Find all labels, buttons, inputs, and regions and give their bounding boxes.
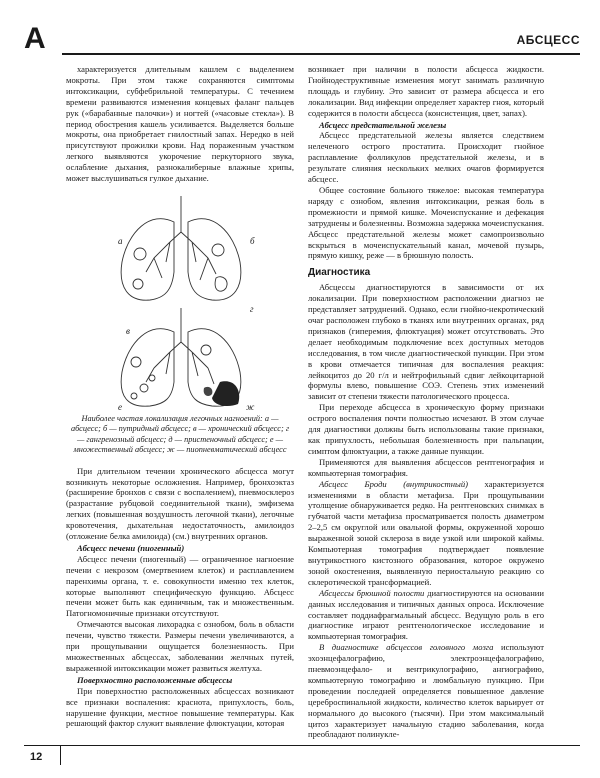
right-column xyxy=(308,64,544,740)
paragraph-lead: Абсцесс Броди (внутрикостный) xyxy=(319,478,468,489)
figure-label-e: е xyxy=(118,401,122,412)
figure-label-v: в xyxy=(126,325,130,336)
paragraph-body: диагностируются на основании данных исследования и типичных данных опроса. Исключение составляет поддиафрагмальный абсцесс. Ведущую роль в его диагностике играют рентгенологическое исследование и компьютерная томография. xyxy=(308,587,545,642)
section-heading: Диагностика xyxy=(308,267,371,279)
paragraph: При переходе абсцесса в хроническую форму признаки острого воспаления почти полностью исчезают. В этом случае для диагностики должны быть использованы такие признаки, как припухлость, небольшая болезненность при пальпации, симптом флюктуации, а также данные пункции. xyxy=(308,402,544,456)
paragraph-lead: Абсцессы брюшной полости xyxy=(319,587,425,598)
paragraph: При длительном течении хронического абсцесса могут возникнуть некоторые осложнения. Например, бронхоэктаз (расширение бронхов с связи с воспалением), пневмосклероз (разрастание рубцовой соединительной ткани), эмфизема легких (повышенная воздушность легочной ткани), легочные кровотечения, дыхательная недостаточность, амилоидоз (отложение белка амилоида) (см.) внутренних органов. xyxy=(66,465,294,542)
paragraph: Абсцесс предстательной железы является следствием нелеченого острого простатита. Происходит гнойное расплавление фолликулов предстательной железы, и в результате слияния нескольких мелких очагов формируется абсцесс. xyxy=(308,130,544,185)
paragraph: Применяются для выявления абсцессов рентгенография и компьютерная томография. xyxy=(308,456,544,478)
figure-label-a: а xyxy=(118,235,123,246)
paragraph: характеризуется длительным кашлем с выделением мокроты. При этом также сохраняются симптомы интоксикации, субфебрильной температуры. С течением времени развиваются изменения концевых фаланг пальцев рук («барабанные палочки») и ногтей («часовые стекла»). В период обострения кашель усиливается. Выделяется больше мокроты, она приобретает гнилостный запах. Нередко в ней присутствуют прожилки крови. Над пораженным участком легкого выявляются укорочение перкуторного звука, ослабление дыхания, разнокалиберные влажные хрипы, может выслушиваться гулкое дыхание. xyxy=(66,64,294,184)
figure-label-g: г xyxy=(250,303,254,314)
subheading: Абсцесс печени (пиогенный) xyxy=(77,542,185,553)
section-letter: А xyxy=(24,22,46,55)
header-rule xyxy=(62,53,580,55)
paragraph: Абсцессы диагностируются в зависимости от их локализации. При поверхностном расположении диагноз не представляет затруднений. Однако, если гнойно-некротический очаг расположен глубоко в тканях или внутренних органах, ряд признаков (гиперемия, флюктуация) может отсутствовать. Это делает необходимым подключение всех доступных методов исследования, в том числе диагностической пункции. При этом в крови отмечается типичная для воспаления реакция: лейкоцитоз до 20 г/л и нейтрофильный сдвиг лейкоцитарной формулы влево, повышение СОЭ. Степень этих изменений зависит от степени тяжести патологического процесса. xyxy=(308,282,544,402)
paragraph: Абсцесс печени (пиогенный) — ограниченное нагноение печени с некрозом (омертвением клеток) и расплавлением паренхимы органа, т. е. совокупности именно тех клеток, которые выполняют специфическую функцию. Абсцесс печени может быть как единичным, так и множественным. Патогномоничные признаки отсутствуют. xyxy=(66,553,294,619)
paragraph xyxy=(308,588,544,643)
paragraph-body: используют эхоэнцефалографию, электроэнцефалографию, пневмоэнцефало- и вентрикулографию, ангиографию, компьютерную томографию и люмбальную пункцию. При проведении последней определяется повышенное давление цереброспинальной жидкости, количество клеток варьирует от нормального до высокого (тысячи). При этом максимальный цитоз характеризует начальную стадию заболевания, когда преобладают полинукле- xyxy=(308,642,544,740)
page-header xyxy=(24,22,580,57)
paragraph-body: характеризуется изменениями в области метафиза. При прощупывании утолщение обнаруживается редко. На рентгеновских снимках в губчатой части метафиза просматривается полость диаметром 2–2,5 см округлой или овальной формы, окруженной хорошо выраженной зоной склероза в виде узкой или широкой каймы. Компьютерная томография подтверждает появление внутрикостного кистозного образования, которое окружено зоной окостенения, выявленную периостальную реакцию со склеротической трансформацией. xyxy=(308,478,544,587)
paragraph: Общее состояние больного тяжелое: высокая температура наряду с ознобом, явления интоксикации, резкая боль в промежности и прямой кишке. Мочеиспускание и дефекация затруднены и болезненны. Возможна задержка мочеиспускания. Абсцесс предстательной железы может самопроизвольно вскрыться в мочеиспускательный канал, мочевой пузырь, прямую кишку, реже — в брюшную полость. xyxy=(308,184,544,261)
subheading: Поверхностно расположенные абсцессы xyxy=(77,674,233,685)
figure-label-zh: ж xyxy=(246,401,255,412)
lung-illustration xyxy=(110,192,252,410)
paragraph xyxy=(308,642,544,740)
page-number: 12 xyxy=(30,751,43,763)
footer-rule xyxy=(24,745,580,746)
lung-abscess-figure xyxy=(66,192,294,410)
paragraph: Отмечаются высокая лихорадка с ознобом, боль в области печени, чувство тяжести. Размеры печени увеличиваются, а при прощупывании ощущается болезненность. При множественных абсцессах, заболевании желчных путей, выраженной интоксикации может развиться желтуха. xyxy=(66,619,294,673)
left-column xyxy=(66,64,294,729)
subheading: Абсцесс предстательной железы xyxy=(319,119,447,130)
paragraph: При поверхностно расположенных абсцессах возникают все признаки воспаления: краснота, припухлость, боль, нарушение функции, местное повышение температуры. Как решающий фактор служит выявление флюктуации, которая xyxy=(66,685,294,729)
figure-label-b: б xyxy=(250,235,255,246)
paragraph-lead: В диагностике абсцессов головного мозга xyxy=(319,642,494,653)
paragraph xyxy=(308,479,544,588)
paragraph: возникает при наличии в полости абсцесса жидкости. Гнойнодеструктивные изменения могут занимать различную площадь и глубину. Это зависит от размера абсцесса и его локализации. Вид инфекции определяет характер гноя, который содержится в полости абсцесса (консистенция, цвет, запах). xyxy=(308,64,544,118)
running-title: АБСЦЕСС xyxy=(516,33,580,47)
figure-caption: Наиболее частая локализация легочных нагноений: а — абсцесс; б — путридный абсцесс; в — хронический абсцесс; г — гангренозный абсцесс; д — пристеночный абсцесс; е — множественный абсцесс; ж — пиопневматический абсцесс xyxy=(70,413,290,455)
